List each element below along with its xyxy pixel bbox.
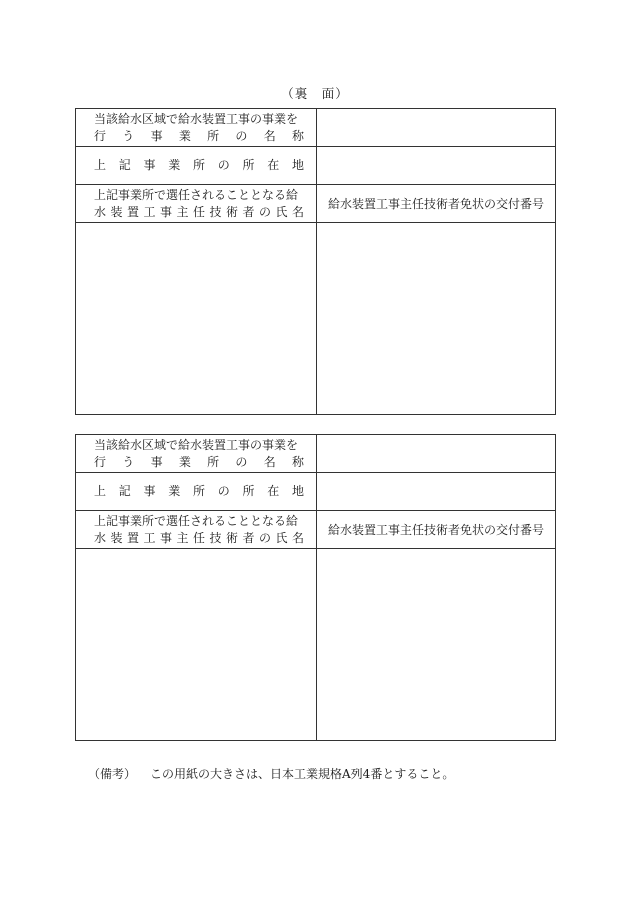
business-name-label-cell: [76, 435, 317, 473]
page-heading: （裏 面）: [281, 86, 349, 101]
remarks-text: この用紙の大きさは、日本工業規格A列4番とすること。: [150, 767, 455, 781]
engineer-name-label-cell: [76, 185, 317, 223]
license-number-field[interactable]: [317, 549, 556, 741]
remarks-label: （備考）: [88, 767, 137, 781]
license-number-header: 給水装置工事主任技術者免状の交付番号: [317, 185, 556, 223]
engineer-name-label-line-1: 上記事業所で選任されることとなる給: [94, 513, 299, 528]
license-number-header: 給水装置工事主任技術者免状の交付番号: [317, 511, 556, 549]
form-block-2: [75, 434, 556, 741]
remarks-note: [88, 765, 454, 782]
business-name-label-line-2: 行う事業所の名称: [94, 454, 304, 469]
engineer-name-label-line-2: 水装置工事主任技術者の氏名: [94, 204, 304, 219]
engineer-name-field[interactable]: [76, 549, 317, 741]
engineer-name-label-line-2: 水装置工事主任技術者の氏名: [94, 530, 304, 545]
business-address-field[interactable]: [317, 147, 556, 185]
business-address-label-cell: [76, 473, 317, 511]
license-number-field[interactable]: [317, 223, 556, 415]
business-name-label-line-1: 当該給水区域で給水装置工事の事業を: [94, 437, 299, 452]
business-address-label-cell: [76, 147, 317, 185]
business-name-field[interactable]: [317, 435, 556, 473]
form-block-1: [75, 108, 556, 415]
engineer-name-field[interactable]: [76, 223, 317, 415]
business-name-label-line-2: 行う事業所の名称: [94, 128, 304, 143]
business-name-field[interactable]: [317, 109, 556, 147]
business-address-label: 上記事業所の所在地: [94, 484, 304, 498]
business-name-label-cell: [76, 109, 317, 147]
business-name-label-line-1: 当該給水区域で給水装置工事の事業を: [94, 111, 299, 126]
business-address-label: 上記事業所の所在地: [94, 158, 304, 172]
business-address-field[interactable]: [317, 473, 556, 511]
engineer-name-label-cell: [76, 511, 317, 549]
engineer-name-label-line-1: 上記事業所で選任されることとなる給: [94, 187, 299, 202]
